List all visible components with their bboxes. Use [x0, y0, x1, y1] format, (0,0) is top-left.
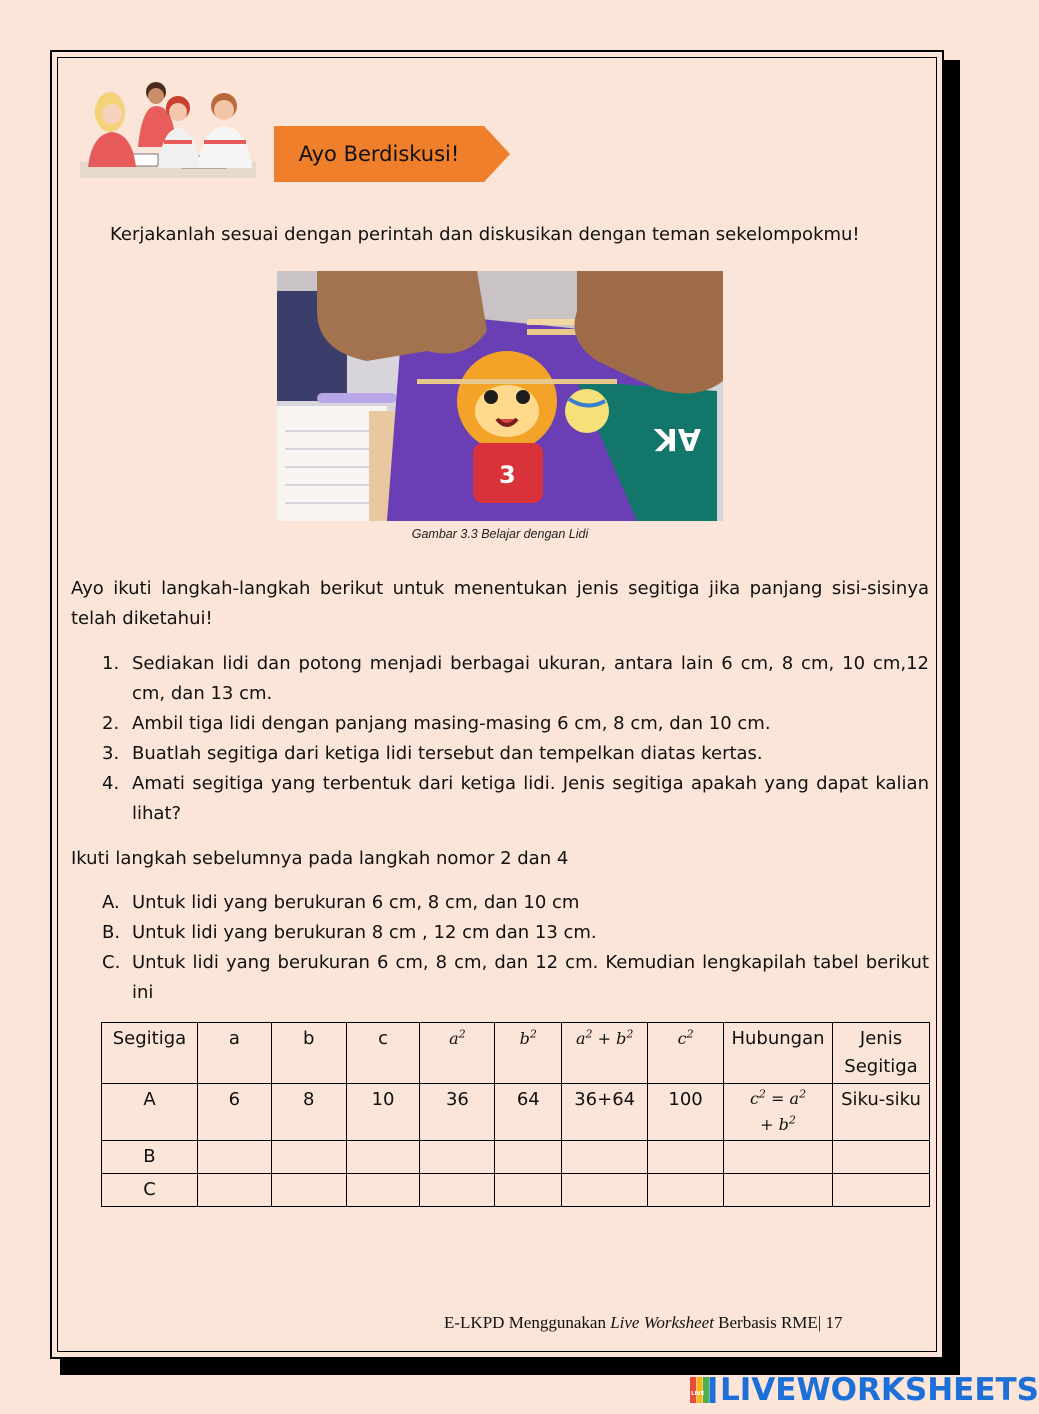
cell-c: 10: [346, 1084, 420, 1141]
triangle-table: [101, 1022, 930, 1207]
input-b[interactable]: [271, 1141, 346, 1174]
header-hubungan: Hubungan: [724, 1023, 833, 1084]
table-row: [102, 1174, 930, 1207]
input-jenis-segitiga[interactable]: [833, 1174, 930, 1207]
input-b[interactable]: [271, 1174, 346, 1207]
case-item: B. Untuk lidi yang berukuran 8 cm , 12 cm dan 13 cm.: [102, 922, 597, 943]
photo-belajar-lidi: [277, 271, 723, 521]
liveworksheets-wordmark: LIVEWORKSHEETS: [720, 1372, 1039, 1408]
table-header-row: [102, 1023, 930, 1084]
step-item: 4. Amati segitiga yang terbentuk dari ketiga lidi. Jenis segitiga apakah yang dapat kalian lihat?: [102, 773, 929, 824]
input-a2-plus-b2[interactable]: [562, 1141, 648, 1174]
cell-b-squared: 64: [495, 1084, 562, 1141]
intro-instruction: Kerjakanlah sesuai dengan perintah dan diskusikan dengan teman sekelompokmu!: [110, 224, 860, 245]
header-segitiga: Segitiga: [102, 1023, 198, 1084]
header-a2-plus-b2: $a^2 + b^2$: [562, 1023, 648, 1084]
table-row: [102, 1084, 930, 1141]
case-item: C. Untuk lidi yang berukuran 6 cm, 8 cm, dan 12 cm. Kemudian lengkapilah tabel berikut ini: [102, 952, 929, 1003]
figure-caption: Gambar 3.3 Belajar dengan Lidi: [411, 527, 589, 541]
table-row: [102, 1141, 930, 1174]
cell-a-squared: 36: [420, 1084, 495, 1141]
step-item: 1. Sediakan lidi dan potong menjadi berbagai ukuran, antara lain 6 cm, 8 cm, 10 cm,12 cm, dan 13 cm.: [102, 653, 929, 704]
input-c-squared[interactable]: [648, 1174, 724, 1207]
header-c: c: [346, 1023, 420, 1084]
input-hubungan[interactable]: [724, 1174, 833, 1207]
svg-text:AK: AK: [654, 421, 701, 456]
step-item: 3. Buatlah segitiga dari ketiga lidi tersebut dan tempelkan diatas kertas.: [102, 743, 763, 764]
header-b: b: [271, 1023, 346, 1084]
input-a-squared[interactable]: [420, 1141, 495, 1174]
input-c[interactable]: [346, 1174, 420, 1207]
cell-jenis-segitiga: Siku-siku: [833, 1084, 930, 1141]
cell-segitiga: C: [102, 1174, 198, 1207]
section-title: Ayo Berdiskusi!: [298, 142, 460, 166]
header-c-squared: $c^2$: [648, 1023, 724, 1084]
header-a: a: [197, 1023, 271, 1084]
steps-list: [71, 649, 929, 829]
cases-list: [71, 888, 929, 1008]
input-jenis-segitiga[interactable]: [833, 1141, 930, 1174]
input-hubungan[interactable]: [724, 1141, 833, 1174]
header-jenis-segitiga: Jenis Segitiga: [833, 1023, 930, 1084]
cell-c-squared: 100: [648, 1084, 724, 1141]
liveworksheets-logo[interactable]: [690, 1372, 1039, 1408]
liveworksheets-badge-icon: [690, 1377, 716, 1403]
cell-a: 6: [197, 1084, 271, 1141]
students-illustration: [78, 72, 258, 184]
cell-hubungan: $c^2 = a^2$ + $b^2$: [724, 1084, 833, 1141]
svg-text:LIVE: LIVE: [691, 1391, 705, 1397]
instruction-paragraph: Ayo ikuti langkah-langkah berikut untuk menentukan jenis segitiga jika panjang sisi-sisinya telah diketahui!: [71, 578, 929, 629]
shirt-number: 3: [499, 461, 516, 489]
step-item: 2. Ambil tiga lidi dengan panjang masing-masing 6 cm, 8 cm, dan 10 cm.: [102, 713, 771, 734]
input-a[interactable]: [197, 1174, 271, 1207]
cell-segitiga: B: [102, 1141, 198, 1174]
input-c[interactable]: [346, 1141, 420, 1174]
input-a-squared[interactable]: [420, 1174, 495, 1207]
cell-a2-plus-b2: 36+64: [562, 1084, 648, 1141]
input-b-squared[interactable]: [495, 1174, 562, 1207]
input-b-squared[interactable]: [495, 1141, 562, 1174]
input-a2-plus-b2[interactable]: [562, 1174, 648, 1207]
follow-instruction: Ikuti langkah sebelumnya pada langkah nomor 2 dan 4: [71, 848, 569, 869]
input-c-squared[interactable]: [648, 1141, 724, 1174]
cell-b: 8: [271, 1084, 346, 1141]
page-footer: E-LKPD Menggunakan Live Worksheet Berbasis RME| 17: [444, 1313, 843, 1332]
case-item: A. Untuk lidi yang berukuran 6 cm, 8 cm, dan 10 cm: [102, 892, 580, 913]
header-b-squared: $b^2$: [495, 1023, 562, 1084]
cell-segitiga: A: [102, 1084, 198, 1141]
input-a[interactable]: [197, 1141, 271, 1174]
header-a-squared: $a^2$: [420, 1023, 495, 1084]
